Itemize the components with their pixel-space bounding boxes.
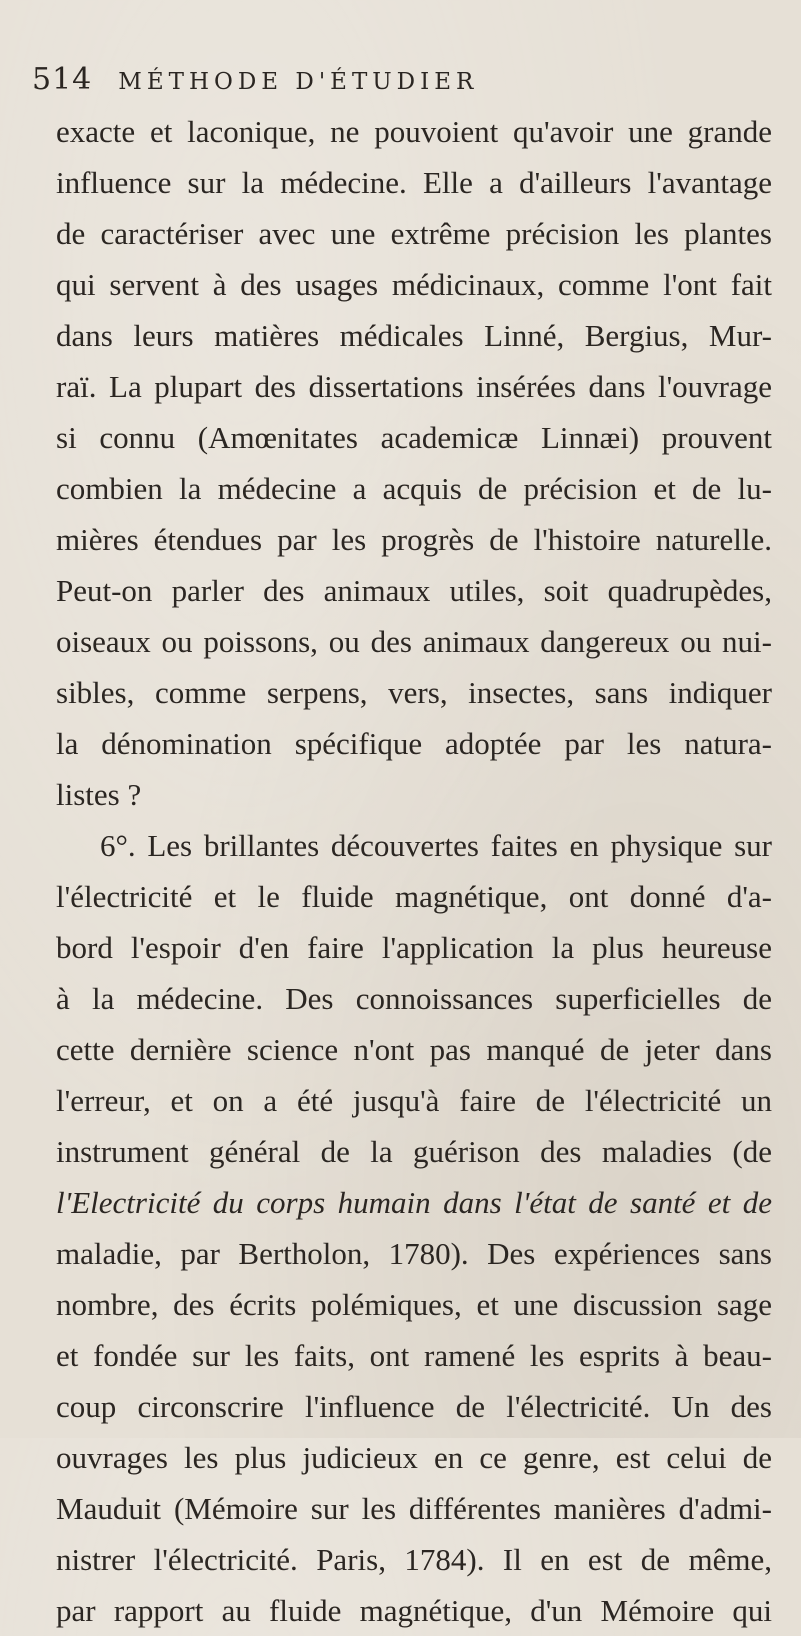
text-line: raï. La plupart des dissertations insérées dans l'ouvrage	[56, 369, 772, 404]
text-line: bord l'espoir d'en faire l'application la plus heureuse	[56, 930, 772, 965]
text-line: nombre, des écrits polémiques, et une discussion sage	[56, 1287, 772, 1322]
text-line: l'Electricité du corps humain dans l'état de santé et de	[56, 1185, 772, 1220]
text-line: Peut-on parler des animaux utiles, soit quadrupèdes,	[56, 573, 772, 608]
text-line: et fondée sur les faits, ont ramené les esprits à beau-	[56, 1338, 772, 1373]
text-line: oiseaux ou poissons, ou des animaux dangereux ou nui-	[56, 624, 772, 659]
text-line: qui servent à des usages médicinaux, comme l'ont fait	[56, 267, 772, 302]
text-line: sibles, comme serpens, vers, insectes, sans indiquer	[56, 675, 772, 710]
page-header	[32, 62, 772, 102]
text-line: si connu (Amœnitates academicæ Linnæi) prouvent	[56, 420, 772, 455]
text-line: par rapport au fluide magnétique, d'un Mémoire qui	[56, 1593, 772, 1628]
text-line: influence sur la médecine. Elle a d'ailleurs l'avantage	[56, 165, 772, 200]
text-line: de caractériser avec une extrême précision les plantes	[56, 216, 772, 251]
text-line: dans leurs matières médicales Linné, Bergius, Mur-	[56, 318, 772, 353]
text-line: coup circonscrire l'influence de l'électricité. Un des	[56, 1389, 772, 1424]
text-line: exacte et laconique, ne pouvoient qu'avoir une grande	[56, 114, 772, 149]
text-line: instrument général de la guérison des maladies (de	[56, 1134, 772, 1169]
text-line: Mauduit (Mémoire sur les différentes manières d'admi-	[56, 1491, 772, 1526]
text-line: l'erreur, et on a été jusqu'à faire de l'électricité un	[56, 1083, 772, 1118]
running-title: MÉTHODE D'ÉTUDIER	[118, 69, 479, 95]
text-line: ouvrages les plus judicieux en ce genre, est celui de	[56, 1440, 772, 1475]
text-line: maladie, par Bertholon, 1780). Des expériences sans	[56, 1236, 772, 1271]
text-line: la dénomination spécifique adoptée par les natura-	[56, 726, 772, 761]
text-line: cette dernière science n'ont pas manqué de jeter dans	[56, 1032, 772, 1067]
text-line: combien la médecine a acquis de précision et de lu-	[56, 471, 772, 506]
text-line: mières étendues par les progrès de l'histoire naturelle.	[56, 522, 772, 557]
text-line: 6°. Les brillantes découvertes faites en physique sur	[100, 828, 772, 863]
text-line: l'électricité et le fluide magnétique, ont donné d'a-	[56, 879, 772, 914]
text-line: listes ?	[56, 777, 142, 812]
text-line: nistrer l'électricité. Paris, 1784). Il en est de même,	[56, 1542, 772, 1577]
page-number: 514	[32, 62, 93, 97]
body-text	[56, 106, 772, 1636]
text-line: à la médecine. Des connoissances superficielles de	[56, 981, 772, 1016]
